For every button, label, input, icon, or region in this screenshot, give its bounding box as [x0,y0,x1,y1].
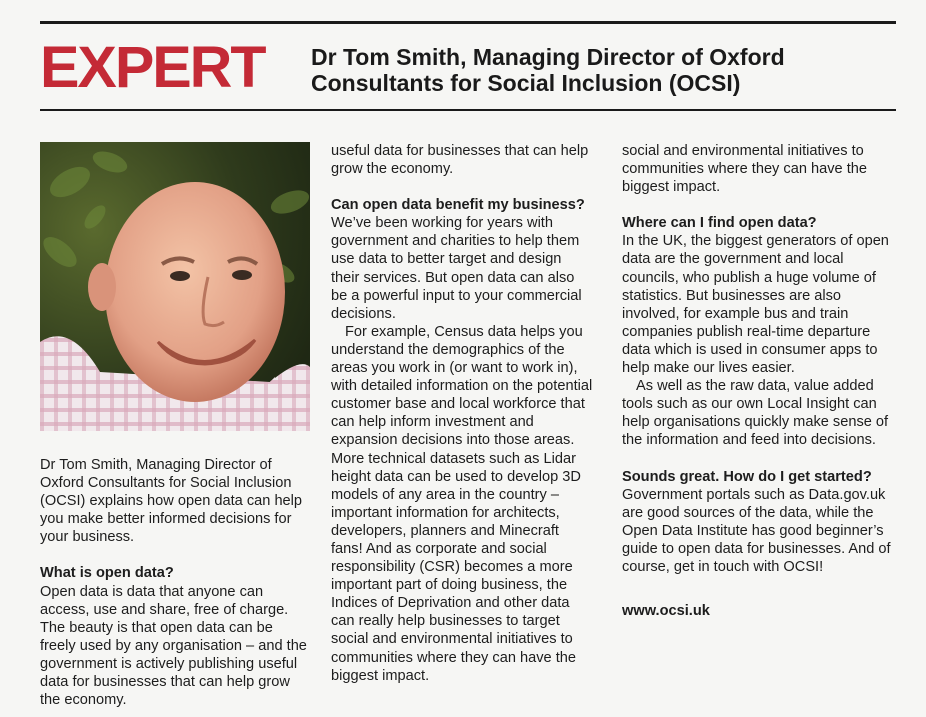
what-body: Open data is data that anyone can access, use and share, free of charge. The beauty is that open data can be freely used by any organisation – and the government is actively publishing useful data for businesses that can help grow the economy. [40,583,307,709]
heading-benefit: Can open data benefit my business? [331,197,585,214]
column-2 [331,142,593,684]
what-body-continued: useful data for businesses that can help grow the economy. [331,143,589,178]
start-body: Government portals such as Data.gov.uk are good sources of the data, while the Open Data Institute has good beginner’s guide to open data for businesses. And of course, get in touch with OCSI! [622,486,891,575]
heading-where: Where can I find open data? [622,215,817,232]
header-rule [40,109,896,111]
benefit-p1: We’ve been working for years with government and charities to help them use data to better target and design their services. But open data can also be a powerful input to your commercial decisions. [331,215,582,322]
website-link[interactable]: www.ocsi.uk [622,603,710,620]
where-p1: In the UK, the biggest generators of open data are the government and local councils, who publish a huge volume of statistics. But businesses are also involved, for example bus and train companies publish real-time departure data which is used in consumer apps to help make our lives easier. [622,233,889,377]
heading-get-started: Sounds great. How do I get started? [622,468,872,485]
column-1 [40,456,308,709]
top-rule [40,21,896,24]
intro-paragraph: Dr Tom Smith, Managing Director of Oxford Consultants for Social Inclusion (OCSI) explains how open data can help you make better informed decisions for your business. [40,457,303,546]
heading-what-is-open-data: What is open data? [40,565,174,582]
expert-logo: EXPERT [40,35,265,100]
column-3 [622,142,894,620]
article-headline: Dr Tom Smith, Managing Director of Oxford Consultants for Social Inclusion (OCSI) [311,44,785,96]
portrait-illustration [40,142,310,431]
where-p2: As well as the raw data, value added tools such as our own Local Insight can help organisations quickly make sense of the information and feed into decisions. [622,378,889,449]
portrait-photo [40,142,310,431]
benefit-p2: For example, Census data helps you understand the demographics of the areas you work in (or want to work in), with detailed information on the potential customer base and local workforce that can help inform investment and expansion decisions into those areas. More technical datasets such as Lidar height data can be used to develop 3D models of any area in the country – important information for architects, developers, planners and Minecraft fans! And as corporate and social responsibility (CSR) becomes a more important part of doing business, the Indices of Deprivation and other data can really help businesses to target social and environmental initiatives to communities where they can have the biggest impact. [331,323,593,684]
benefit-p2-continued: social and environmental initiatives to communities where they can have the biggest impact. [622,143,867,196]
